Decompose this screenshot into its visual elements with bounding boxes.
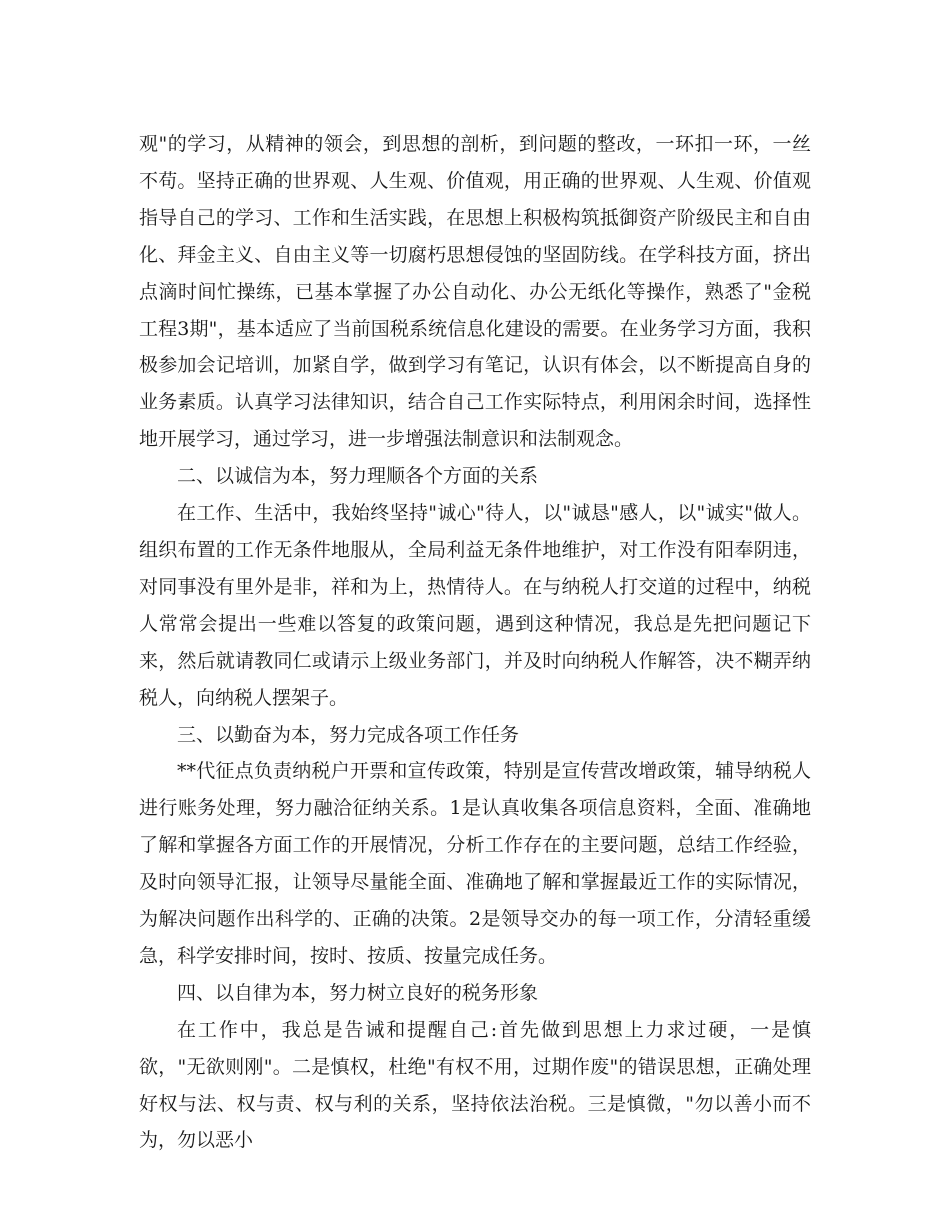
section-heading-3: 三、以勤奋为本，努力完成各项工作任务 — [177, 723, 520, 746]
paragraph-continuation: 观"的学习，从精神的领会，到思想的剖析，到问题的整改，一环扣一环，一丝不苟。坚持正确的世界观、人生观、价值观，用正确的世界观、人生观、价值观指导自己的学习、工作和生活实践，在思想上积极构筑抵御资产阶级民主和自由化、拜金主义、自由主义等一切腐朽思想侵蚀的坚固防线。在学科技方面，挤出点滴时间忙操练，已基本掌握了办公自动化、办公无纸化等操作，熟悉了"金税工程3期"，基本适应了当前国税系统信息化建设的需要。在业务学习方面，我积极参加会记培训，加紧自学，做到学习有笔记，认识有体会，以不断提高自身的业务素质。认真学习法律知识，结合自己工作实际特点，利用闲余时间，选择性地开展学习，通过学习，进一步增强法制意识和法制观念。 — [139, 133, 811, 451]
paragraph-integrity: 在工作、生活中，我始终坚持"诚心"待人，以"诚恳"感人，以"诚实"做人。组织布置的工作无条件地服从，全局利益无条件地维护，对工作没有阳奉阴违，对同事没有里外是非，祥和为上，热情待人。在与纳税人打交道的过程中，纳税人常常会提出一些难以答复的政策问题，遇到这种情况，我总是先把问题记下来，然后就请教同仁或请示上级业务部门，并及时向纳税人作解答，决不糊弄纳税人，向纳税人摆架子。 — [139, 502, 811, 709]
paragraph-self-discipline: 在工作中，我总是告诫和提醒自己:首先做到思想上力求过硬，一是慎欲，"无欲则刚"。二是慎权，杜绝"有权不用，过期作废"的错误思想，正确处理好权与法、权与责、权与利的关系，坚持依法治税。三是慎微，"勿以善小而不为，勿以恶小 — [139, 1018, 811, 1152]
section-heading-4: 四、以自律为本，努力树立良好的税务形象 — [177, 981, 539, 1004]
paragraph-diligence: **代征点负责纳税户开票和宣传政策，特别是宣传营改增政策，辅导纳税人进行账务处理，努力融洽征纳关系。1是认真收集各项信息资料，全面、准确地了解和掌握各方面工作的开展情况，分析工作存在的主要问题，总结工作经验，及时向领导汇报，让领导尽量能全面、准确地了解和掌握最近工作的实际情况，为解决问题作出科学的、正确的决策。2是领导交办的每一项工作，分清轻重缓急，科学安排时间，按时、按质、按量完成任务。 — [139, 760, 811, 967]
section-heading-2: 二、以诚信为本，努力理顺各个方面的关系 — [177, 465, 539, 488]
document-body — [139, 126, 811, 1159]
